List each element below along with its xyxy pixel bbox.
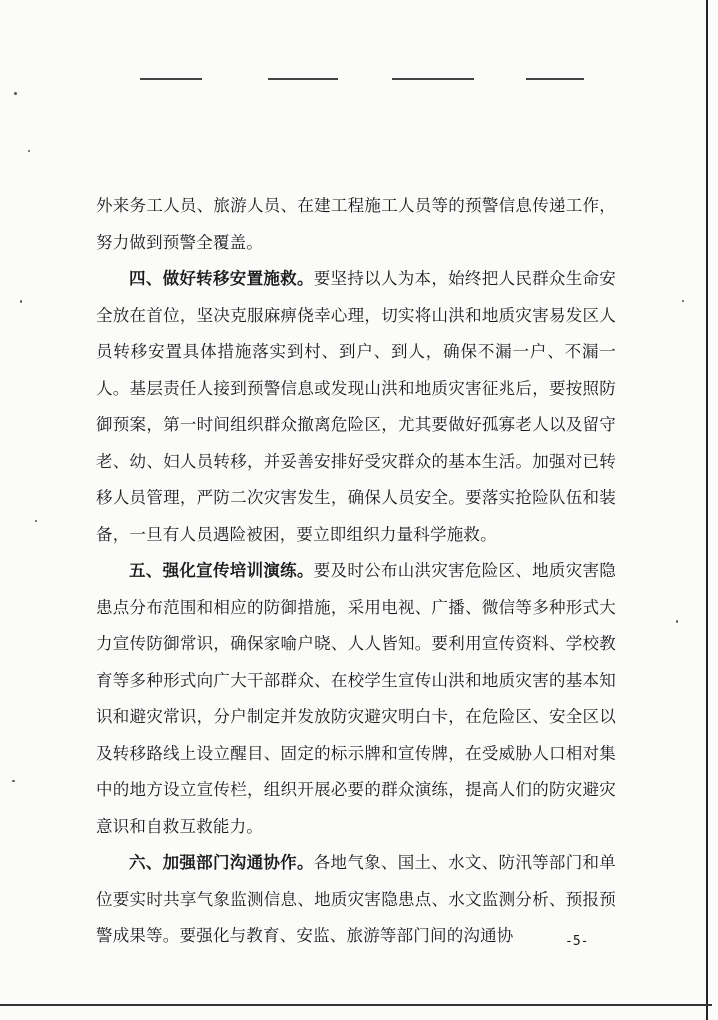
section-heading: 四、做好转移安置施救。 xyxy=(129,269,314,288)
scan-noise xyxy=(20,300,22,303)
paragraph-section-5 xyxy=(96,553,616,845)
paragraph-text: 要坚持以人为本，始终把人民群众生命安全放在首位，坚决克服麻痹侥幸心理，切实将山洪和地质灾害易发区人员转移安置具体措施落实到村、到户、到人，确保不漏一户、不漏一人。基层责任人接到预警信息或发现山洪和地质灾害征兆后，要按照防御预案，第一时间组织群众撤离危险区，尤其要做好孤寡老人以及留守老、幼、妇人员转移，并妥善安排好受灾群众的基本生活。加强对已转移人员管理，严防二次灾害发生，确保人员安全。要落实抢险队伍和装备，一旦有人员遇险被困，要立即组织力量科学施救。 xyxy=(96,269,616,544)
header-rule-segment xyxy=(140,78,202,80)
scan-noise xyxy=(14,92,17,95)
paragraph-continuation xyxy=(96,188,616,261)
section-heading: 六、加强部门沟通协作。 xyxy=(129,853,314,872)
paragraph-section-6 xyxy=(96,845,616,955)
section-heading: 五、强化宣传培训演练。 xyxy=(129,561,314,580)
header-rule-segment xyxy=(268,78,338,80)
paragraph-text: 各地气象、国土、水文、防汛等部门和单位要实时共享气象监测信息、地质灾害隐患点、水文监测分析、预报预警成果等。要强化与教育、安监、旅游等部门间的沟通协 xyxy=(96,853,616,945)
body-text xyxy=(96,188,616,955)
paragraph-section-4 xyxy=(96,261,616,553)
paragraph-text: 要及时公布山洪灾害危险区、地质灾害隐患点分布范围和相应的防御措施，采用电视、广播、微信等多种形式大力宣传防御常识，确保家喻户晓、人人皆知。要利用宣传资料、学校教育等多种形式向广大干部群众、在校学生宣传山洪和地质灾害的基本知识和避灾常识，分户制定并发放防灾避灾明白卡，在危险区、安全区以及转移路线上设立醒目、固定的标示牌和宣传牌，在受威胁人口相对集中的地方设立宣传栏，组织开展必要的群众演练，提高人们的防灾避灾意识和自救互救能力。 xyxy=(96,561,616,836)
paragraph-text: 外来务工人员、旅游人员、在建工程施工人员等的预警信息传递工作，努力做到预警全覆盖。 xyxy=(96,196,616,252)
header-rule-segment xyxy=(526,78,584,80)
scan-edge-bottom xyxy=(0,1004,712,1006)
scan-noise xyxy=(35,520,37,522)
scan-noise xyxy=(682,300,684,302)
scan-edge-right xyxy=(706,0,708,1020)
scan-noise xyxy=(676,620,678,623)
scan-noise xyxy=(28,150,30,152)
page-number: -5- xyxy=(565,934,589,949)
header-rule-segment xyxy=(392,78,474,80)
scan-noise xyxy=(12,780,15,782)
